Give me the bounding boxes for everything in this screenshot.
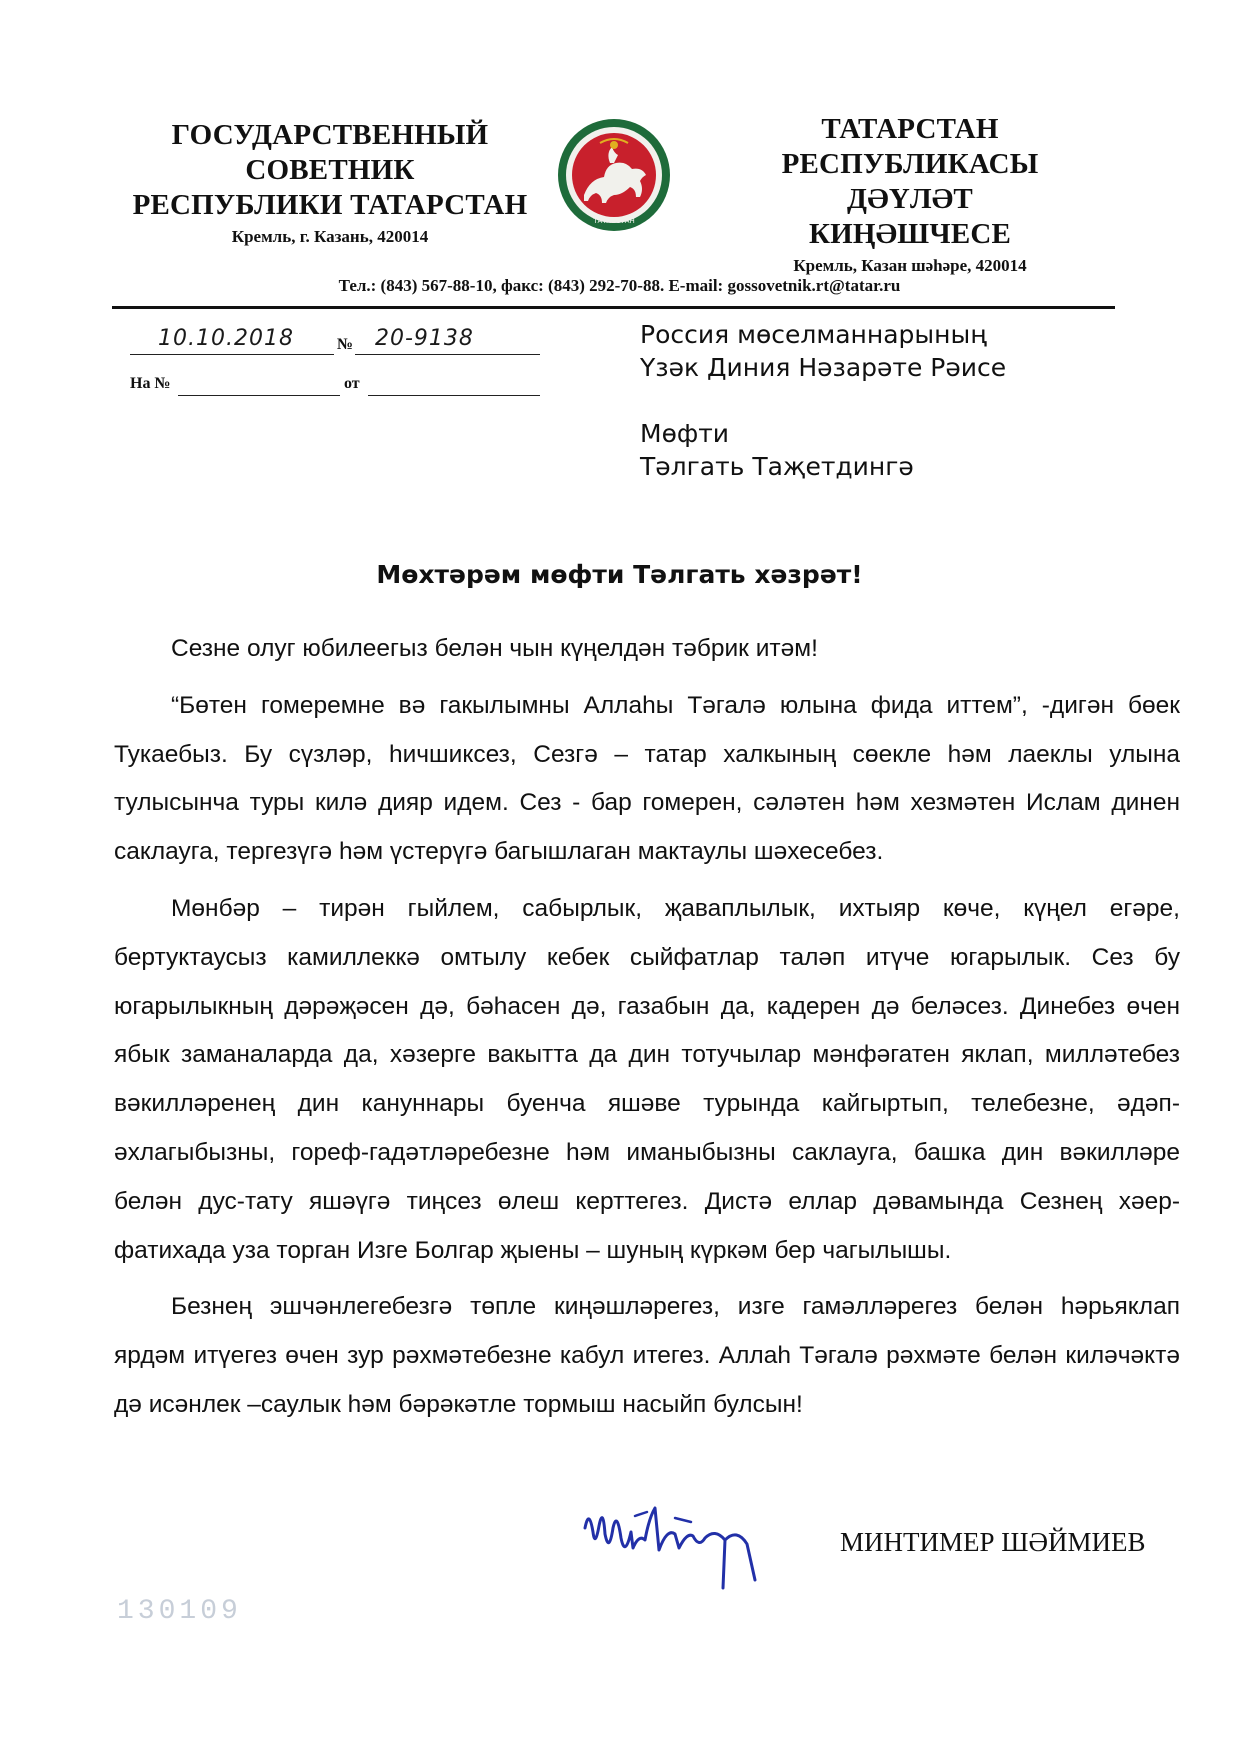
- registration-line: [130, 326, 540, 358]
- addressee-line: Тәлгать Таҗетдингә: [640, 452, 914, 481]
- org-name-russian: [130, 118, 530, 247]
- org-line: ГОСУДАРСТВЕННЫЙ: [171, 119, 489, 151]
- number-label: №: [337, 336, 354, 353]
- salutation: Мөхтәрәм мөфти Тәлгать хәзрәт!: [376, 560, 863, 589]
- handwritten-signature: [575, 1488, 820, 1598]
- emblem-text: ТАТАРСТАН: [593, 217, 635, 225]
- ref-number-underline: [178, 395, 340, 396]
- header-divider: [112, 306, 1115, 309]
- ref-date-label: от: [344, 375, 360, 392]
- org-line: ТАТАРСТАН РЕСПУБЛИКАСЫ: [781, 113, 1039, 180]
- org-address-russian: Кремль, г. Казань, 420014: [231, 227, 429, 246]
- addressee-line: Үзәк Диния Нәзарәте Рәисе: [640, 353, 1007, 382]
- date-underline: [130, 354, 334, 355]
- paragraph: “Бөтен гомеремне вә гакылымны Аллаһы Тәгалә юлына фида иттем”, -дигән бөек Тукаебыз. Бу сүзләр, һичшиксез, Сезгә – татар халкының сөекле һәм лаеклы улына тулысынча туры килә дияр идем. Сез - бар гомерен, сәләтен һәм хезмәтен Ислам динен саклауга, тергезүгә һәм үстерүгә багышлаган мактаулы шәхесебез.: [114, 691, 1180, 866]
- org-line: ДӘҮЛӘТ: [847, 183, 973, 215]
- addressee-line: Мөфти: [640, 419, 730, 448]
- org-line: КИҢӘШЧЕСЕ: [808, 218, 1012, 250]
- org-line: СОВЕТНИК: [245, 154, 415, 186]
- signer-name: МИНТИМЕР ШӘЙМИЕВ: [840, 1527, 1146, 1557]
- paragraph: Безнең эшчәнлегебезгә төпле киңәшләрегез, изге гамәлләрегез белән һәрьяклап ярдәм итүегез өчен зур рәхмәтебезне кабул итегез. Аллаһ Тәгалә рәхмәте белән киләчәктә дә исәнлек –саулык һәм бәрәкәтле тормыш насыйп булсын!: [114, 1293, 1180, 1418]
- outgoing-date: 10.10.2018: [158, 326, 294, 351]
- contact-info: Тел.: (843) 567-88-10, факс: (843) 292-70-88. E-mail: gossovetnik.rt@tatar.ru: [338, 276, 901, 295]
- addressee-line: Россия мөселманнарының: [640, 320, 987, 349]
- reference-line: [130, 375, 540, 399]
- ref-date-underline: [368, 395, 540, 396]
- outgoing-number: 20-9138: [375, 326, 474, 351]
- tatarstan-coat-of-arms-icon: [556, 117, 672, 233]
- number-underline: [355, 354, 540, 355]
- addressee: [640, 318, 1006, 483]
- org-name-tatar: [700, 112, 1120, 276]
- paragraph: Мөнбәр – тирән гыйлем, сабырлык, җаваплылык, ихтыяр көче, күңел егәре, бертуктаусыз камиллеккә омтылу кебек сыйфатлар таләп итүче югарылык. Сез бу югарылыкның дәрәҗәсен дә, бәһасен дә, газабын да, кадерен дә беләсез. Динебез өчен ябык заманаларда да, хәзерге вакытта да дин тотучылар мәнфәгатен яклап, милләтебез вәкилләренең дин кануннары буенча яшәве турында кайгыртып, телебезне, әдәп-әхлагыбызны, гореф-гадәтләребезне һәм иманыбызны саклауга, башка дин вәкилләре белән дус-тату яшәүгә тиңсез өлеш керттегез. Дистә еллар дәвамында Сезнең хәер-фатихада уза торган Изге Болгар җыены – шуның күркәм бер чагылышы.: [114, 894, 1180, 1264]
- ref-number-label: На №: [130, 375, 171, 392]
- letter-body: [114, 625, 1180, 1438]
- org-line: РЕСПУБЛИКИ ТАТАРСТАН: [132, 189, 528, 221]
- paragraph: Сезне олуг юбилеегыз белән чын күңелдән тәбрик итәм!: [171, 635, 818, 662]
- org-address-tatar: Кремль, Казан шәһәре, 420014: [793, 256, 1027, 275]
- registration-stamp-number: 130109: [117, 1596, 242, 1627]
